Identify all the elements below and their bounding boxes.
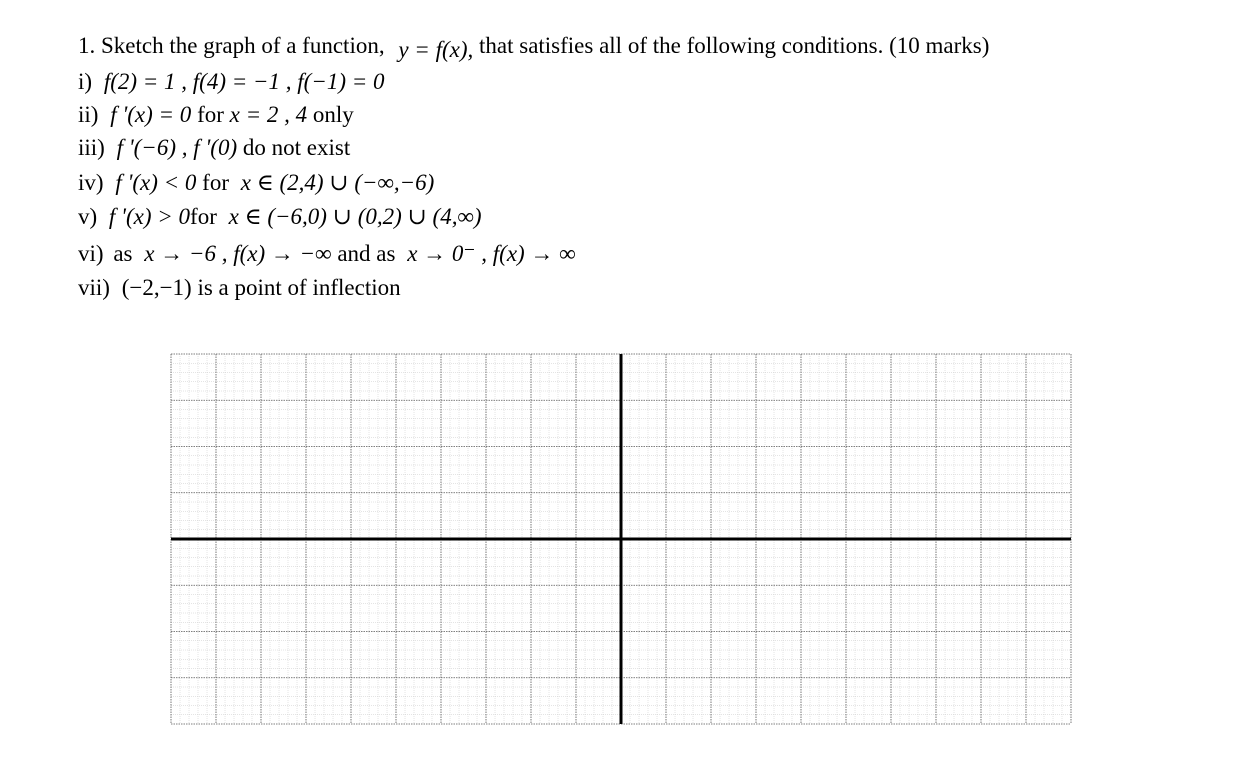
question-number: 1. [78,33,96,58]
condition-label: ii) [78,102,99,127]
condition-math: x → 0⁻ , f(x) → ∞ [407,241,576,266]
condition-text: for [190,204,217,229]
condition-text: for [202,170,229,195]
condition-label: i) [78,69,93,94]
condition-label: v) [78,204,98,229]
condition-v [78,203,482,231]
condition-text: as [113,241,133,266]
condition-math: f(2) = 1 , f(4) = −1 , f(−1) = 0 [103,69,385,94]
condition-math: x ∈ (−6,0) ∪ (0,2) ∪ (4,∞) [228,204,482,229]
condition-text: do not exist [242,135,351,160]
condition-label: vii) [78,275,110,300]
condition-text: for [197,102,224,127]
condition-math: x → −6 , f(x) → −∞ [144,241,332,266]
condition-math: x ∈ (2,4) ∪ (−∞,−6) [240,170,435,195]
condition-vii [78,274,401,302]
condition-label: iii) [78,135,105,160]
condition-math: x = 2 , 4 [229,102,308,127]
question-header [78,32,989,60]
condition-math: f '(x) > 0 [108,204,191,229]
graph-grid[interactable] [170,353,1072,725]
condition-math: (−2,−1) [121,275,192,300]
condition-text: is a point of inflection [197,275,401,300]
condition-i [78,68,385,96]
question-intro-rest: that satisfies all of the following conditions. (10 marks) [479,33,990,58]
condition-math: f '(x) < 0 [115,170,197,195]
condition-label: iv) [78,170,104,195]
condition-text: only [312,102,354,127]
condition-vi [78,240,576,268]
question-intro: Sketch the graph of a function, [101,33,385,58]
function-notation: y = f(x), [398,37,474,62]
condition-math: f '(x) = 0 [110,102,192,127]
condition-ii [78,101,354,129]
condition-label: vi) [78,241,104,266]
graph-grid-svg[interactable] [170,353,1072,725]
condition-iv [78,169,434,197]
condition-math: f '(−6) , f '(0) [116,135,238,160]
condition-iii [78,134,350,162]
condition-text: and as [337,241,396,266]
